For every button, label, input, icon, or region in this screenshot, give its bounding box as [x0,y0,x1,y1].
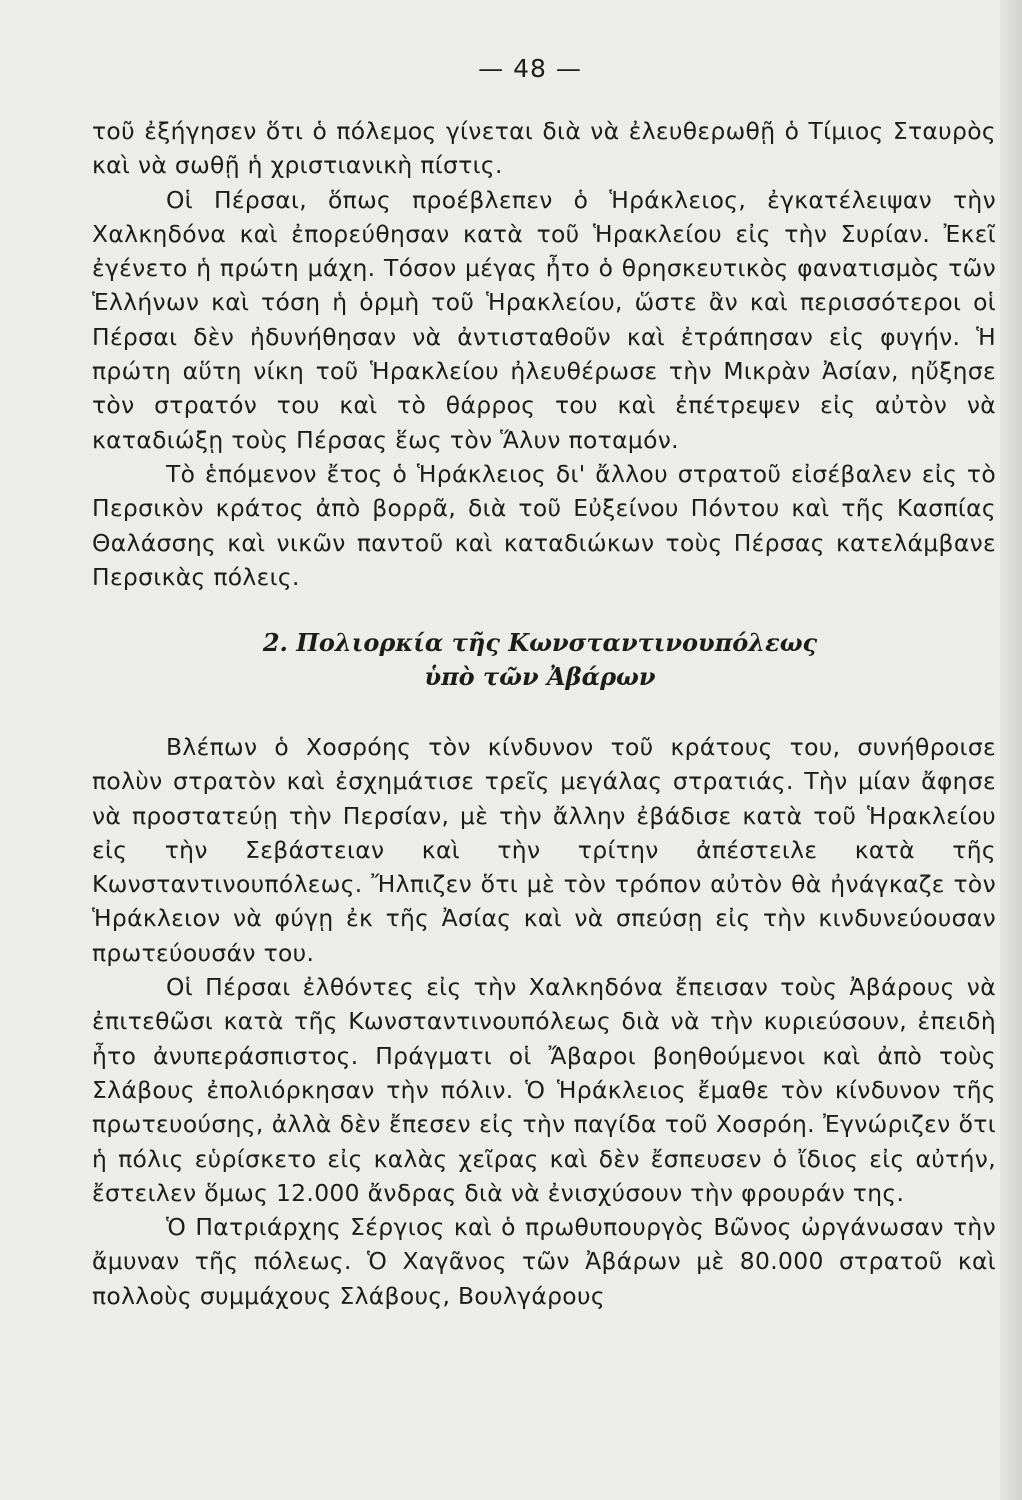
section-heading [0,626,1022,694]
paragraph: Οἱ Πέρσαι, ὅπως προέβλεπεν ὁ Ἡράκλειος, ἐγκατέλειψαν τὴν Χαλκηδόνα καὶ ἐπορεύθησαν κατὰ τοῦ Ἡρακλείου εἰς τὴν Συρίαν. Ἐκεῖ ἐγένετο ἡ πρώτη μάχη. Τόσον μέγας ἦτο ὁ θρησκευτικὸς φανατισμὸς τῶν Ἑλλήνων καὶ τόση ἡ ὁρμὴ τοῦ Ἡρακλείου, ὥστε ἂν καὶ περισσότεροι οἱ Πέρσαι δὲν ἠδυνήθησαν νὰ ἀντισταθοῦν καὶ ἐτράπησαν εἰς φυγήν. Ἡ πρώτη αὕτη νίκη τοῦ Ἡρακλείου ἠλευθέρωσε τὴν Μικρὰν Ἀσίαν, ηὔξησε τὸν στρατόν του καὶ τὸ θάρρος του καὶ ἐπέτρεψεν εἰς αὐτὸν νὰ καταδιώξῃ τοὺς Πέρσας ἕως τὸν Ἅλυν ποταμόν. [92,185,996,454]
section-heading-line: ὑπὸ τῶν Ἀβάρων [424,662,656,691]
paragraph: Τὸ ἑπόμενον ἔτος ὁ Ἡράκλειος δι' ἄλλου στρατοῦ εἰσέβαλεν εἰς τὸ Περσικὸν κράτος ἀπὸ βορρᾶ, διὰ τοῦ Εὐξείνου Πόντου καὶ τῆς Κασπίας Θαλάσσης καὶ νικῶν παντοῦ καὶ καταδιώκων τοὺς Πέρσας κατελάμβανε Περσικὰς πόλεις. [92,459,996,591]
paragraph: Βλέπων ὁ Χοσρόης τὸν κίνδυνον τοῦ κράτους του, συνήθροισε πολὺν στρατὸν καὶ ἐσχημάτισε τρεῖς μεγάλας στρατιάς. Τὴν μίαν ἄφησε νὰ προστατεύῃ τὴν Περσίαν, μὲ τὴν ἄλλην ἐβάδισε κατὰ τοῦ Ἡρακλείου εἰς τὴν Σεβάστειαν καὶ τὴν τρίτην ἀπέστειλε κατὰ τῆς Κωνσταντινουπόλεως. Ἤλπιζεν ὅτι μὲ τὸν τρόπον αὐτὸν θὰ ἠνάγκαζε τὸν Ἡράκλειον νὰ φύγῃ ἐκ τῆς Ἀσίας καὶ νὰ σπεύσῃ εἰς τὴν κινδυνεύουσαν πρωτεύουσάν του. [92,733,996,967]
page-edge [1000,0,1022,1500]
text-block-bottom [92,730,996,1313]
paragraph: Οἱ Πέρσαι ἐλθόντες εἰς τὴν Χαλκηδόνα ἔπεισαν τοὺς Ἀβάρους νὰ ἐπιτεθῶσι κατὰ τῆς Κωνσταντινουπόλεως διὰ νὰ τὴν κυριεύσουν, ἐπειδὴ ἦτο ἀνυπεράσπιστος. Πράγματι οἱ Ἄβαροι βοηθούμενοι καὶ ἀπὸ τοὺς Σλάβους ἐπολιόρκησαν τὴν πόλιν. Ὁ Ἡράκλειος ἔμαθε τὸν κίνδυνον τῆς πρωτευούσης, ἀλλὰ δὲν ἔπεσεν εἰς τὴν παγίδα τοῦ Χοσρόη. Ἐγνώριζεν ὅτι ἡ πόλις εὑρίσκετο εἰς καλὰς χεῖρας καὶ δὲν ἔσπευσεν ὁ ἴδιος εἰς αὐτήν, ἔστειλεν ὅμως 12.000 ἄνδρας διὰ νὰ ἐνισχύσουν τὴν φρουράν της. [92,973,996,1207]
section-heading-line: 2. Πολιορκία τῆς Κωνσταντινουπόλεως [262,628,818,657]
page-number: — 48 — [478,54,582,83]
paragraph: Ὁ Πατριάρχης Σέργιος καὶ ὁ πρωθυπουργὸς Βῶνος ὠργάνωσαν τὴν ἄμυναν τῆς πόλεως. Ὁ Χαγᾶνος τῶν Ἀβάρων μὲ 80.000 στρατοῦ καὶ πολλοὺς συμμάχους Σλάβους, Βουλγάρους [92,1213,996,1310]
text-block-top [92,114,996,594]
paragraph: τοῦ ἐξήγησεν ὅτι ὁ πόλεμος γίνεται διὰ νὰ ἐλευθερωθῇ ὁ Τίμιος Σταυρὸς καὶ νὰ σωθῇ ἡ χριστιανικὴ πίστις. [92,117,996,180]
